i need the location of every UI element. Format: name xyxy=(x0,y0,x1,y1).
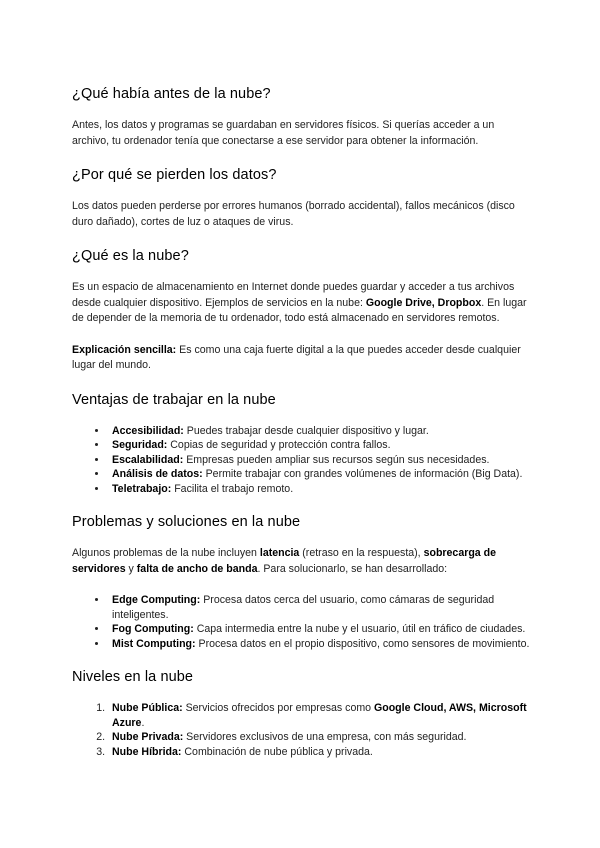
item-bold: Google Cloud, AWS, Microsoft Azure xyxy=(112,702,527,729)
list-item xyxy=(108,593,532,622)
item-label: Teletrabajo: xyxy=(112,482,172,495)
problemas-text-3: y xyxy=(125,562,137,575)
item-label: Edge Computing: xyxy=(112,594,201,606)
problemas-bold-3: falta de ancho de banda xyxy=(136,562,258,575)
item-text: Puedes trabajar desde cualquier dispositivo y lugar. xyxy=(183,424,429,437)
item-label: Fog Computing: xyxy=(112,623,194,635)
list-item xyxy=(108,482,532,497)
paragraph-explicacion xyxy=(72,343,532,374)
explicacion-text: Es como una caja fuerte digital a la que puedes acceder desde cualquier lugar del mundo. xyxy=(72,343,521,371)
list-item xyxy=(108,467,532,482)
list-item xyxy=(108,701,532,730)
list-item xyxy=(108,637,532,652)
list-item xyxy=(108,730,532,745)
nube-examples: Google Drive, Dropbox xyxy=(365,296,482,309)
niveles-list xyxy=(72,701,532,759)
item-text: Facilita el trabajo remoto. xyxy=(171,482,294,495)
heading-antes: ¿Qué había antes de la nube? xyxy=(72,86,271,102)
item-label: Mist Computing: xyxy=(112,637,196,650)
item-end: . xyxy=(141,716,145,729)
list-item xyxy=(108,745,532,760)
explicacion-label: Explicación sencilla: xyxy=(72,343,177,356)
soluciones-list xyxy=(72,593,532,651)
heading-nube: ¿Qué es la nube? xyxy=(72,248,189,264)
item-text: Empresas pueden ampliar sus recursos según sus necesidades. xyxy=(183,453,490,466)
list-item xyxy=(108,622,532,637)
heading-niveles: Niveles en la nube xyxy=(72,669,194,685)
item-text: Copias de seguridad y protección contra fallos. xyxy=(167,439,391,451)
item-text: Permite trabajar con grandes volúmenes de información (Big Data). xyxy=(202,468,523,480)
item-text: Servidores exclusivos de una empresa, con más seguridad. xyxy=(183,731,467,743)
item-text: Procesa datos en el propio dispositivo, como sensores de movimiento. xyxy=(195,637,530,650)
heading-perdida: ¿Por qué se pierden los datos? xyxy=(72,167,277,183)
list-item xyxy=(108,438,532,453)
problemas-text-4: . Para solucionarlo, se han desarrollado: xyxy=(257,562,448,575)
item-text: Servicios ofrecidos por empresas como xyxy=(182,702,374,714)
ventajas-list xyxy=(72,424,532,497)
problemas-text-2: (retraso en la respuesta), xyxy=(299,547,424,559)
problemas-bold-2: sobrecarga de servidores xyxy=(72,547,497,575)
document-page xyxy=(72,84,532,775)
item-text: Combinación de nube pública y privada. xyxy=(181,745,373,758)
paragraph-problemas xyxy=(72,546,532,577)
nube-text-end: . En lugar de depender de la memoria de tu ordenador, todo está almacenado en servidores remotos. xyxy=(72,296,527,324)
item-label: Seguridad: xyxy=(112,439,168,451)
item-label: Accesibilidad: xyxy=(112,424,184,437)
paragraph-perdida: Los datos pueden perderse por errores humanos (borrado accidental), fallos mecánicos (disco duro dañado), cortes de luz o ataques de virus. xyxy=(72,200,515,228)
item-label: Nube Híbrida: xyxy=(112,745,182,758)
item-label: Escalabilidad: xyxy=(112,453,184,466)
nube-text-start: Es un espacio de almacenamiento en Internet donde puedes guardar y acceder a tus archivos desde cualquier dispositivo. Ejemplos de servicios en la nube: xyxy=(72,281,515,309)
item-text: Procesa datos cerca del usuario, como cámaras de seguridad inteligentes. xyxy=(112,594,495,621)
problemas-bold-1: latencia xyxy=(259,547,300,559)
heading-problemas: Problemas y soluciones en la nube xyxy=(72,514,301,530)
item-text: Capa intermedia entre la nube y el usuario, útil en tráfico de ciudades. xyxy=(193,623,526,635)
list-item xyxy=(108,424,532,439)
paragraph-antes: Antes, los datos y programas se guardaban en servidores físicos. Si querías acceder a un archivo, tu ordenador tenía que conectarse a ese servidor para obtener la información. xyxy=(72,119,495,147)
problemas-text-1: Algunos problemas de la nube incluyen xyxy=(72,547,260,559)
paragraph-nube xyxy=(72,280,532,327)
list-item xyxy=(108,453,532,468)
item-label: Análisis de datos: xyxy=(112,468,203,480)
item-label: Nube Pública: xyxy=(112,702,183,714)
item-label: Nube Privada: xyxy=(112,731,184,743)
heading-ventajas: Ventajas de trabajar en la nube xyxy=(72,391,276,408)
